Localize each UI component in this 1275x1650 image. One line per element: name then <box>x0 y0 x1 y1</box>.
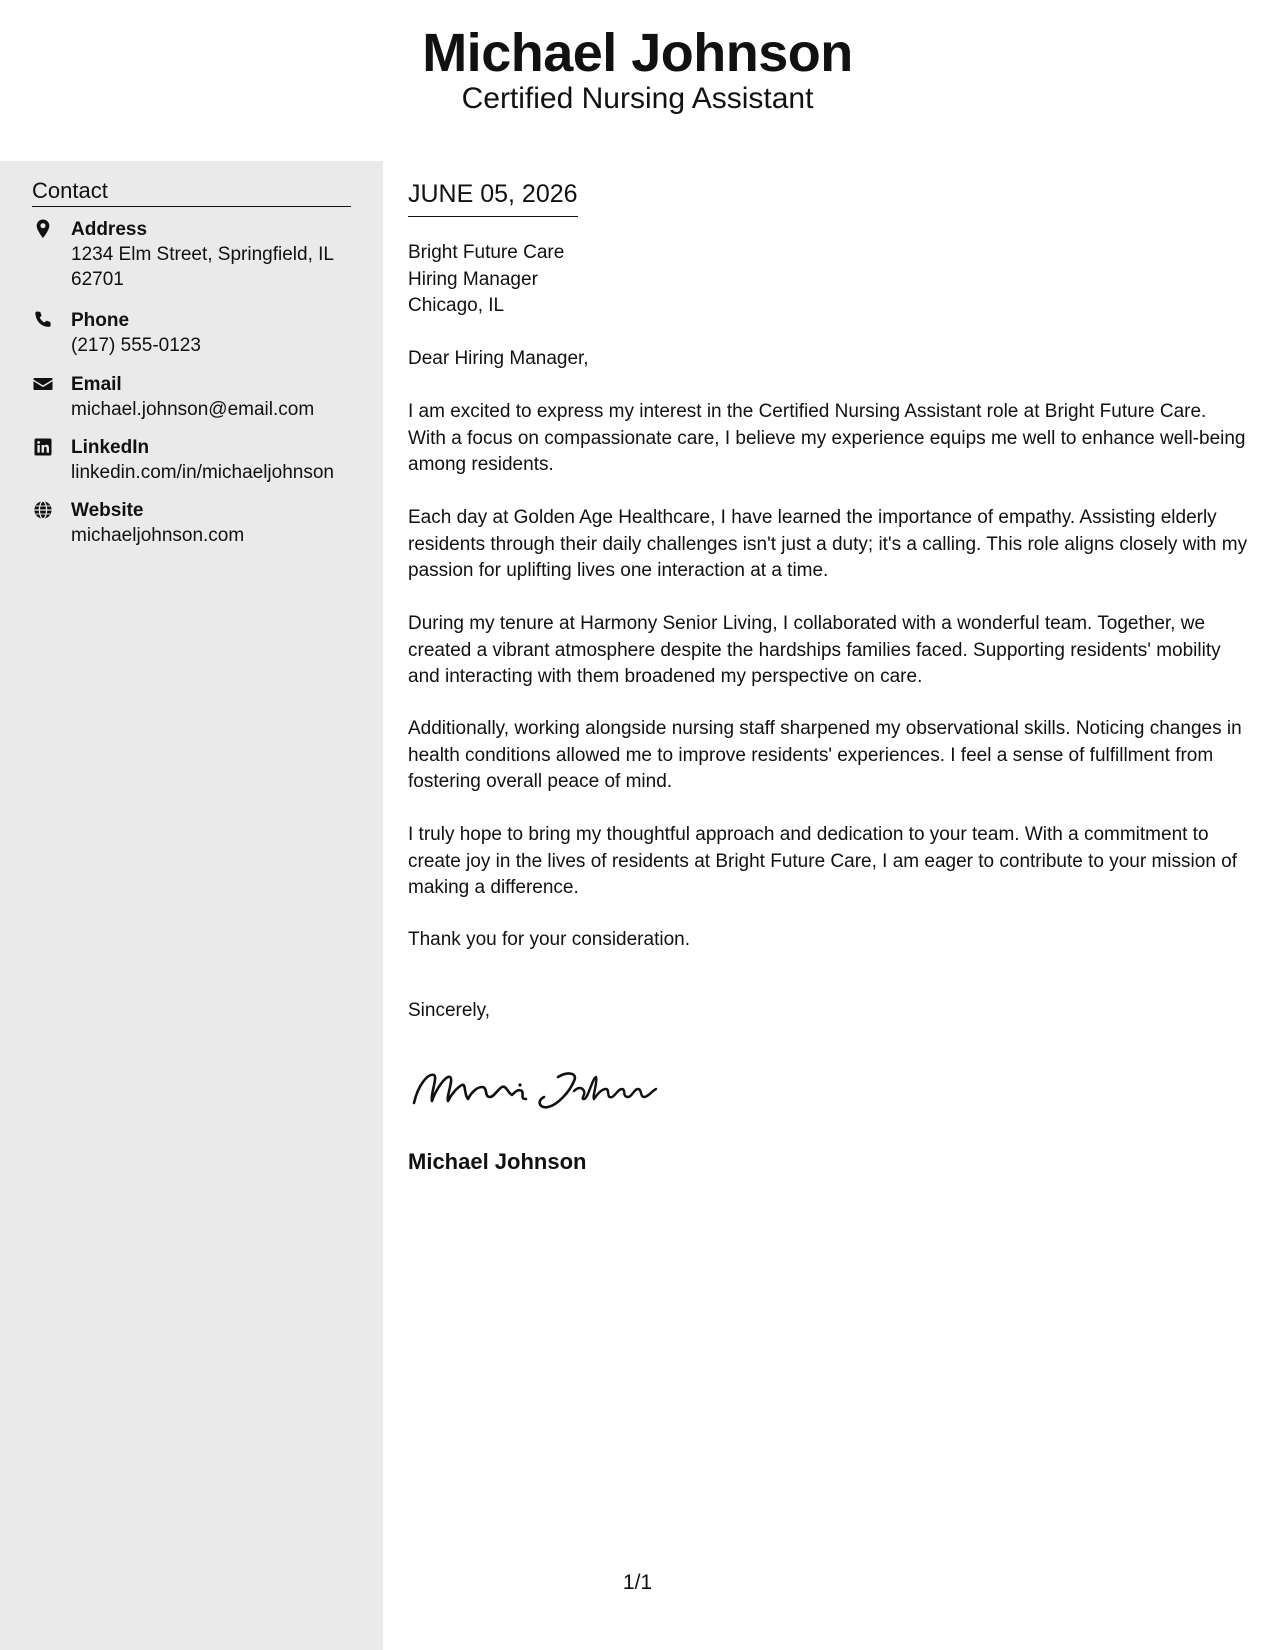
body-paragraph: I am excited to express my interest in the Certified Nursing Assistant role at Bright Future Care. With a focus on compassionate care, I believe my experience equips me well to enhance well-being among residents. <box>408 401 1246 475</box>
cover-letter-body <box>408 161 1248 1650</box>
applicant-title: Certified Nursing Assistant <box>461 82 814 115</box>
contact-value-address: 1234 Elm Street, Springfield, IL 62701 <box>71 244 334 290</box>
contact-value-website: michaeljohnson.com <box>71 525 245 546</box>
closing-line: Sincerely, <box>408 1000 491 1021</box>
recipient-block <box>408 240 564 320</box>
linkedin-icon <box>32 436 54 458</box>
phone-icon <box>32 309 54 331</box>
handwritten-signature <box>408 1061 668 1121</box>
applicant-name: Michael Johnson <box>422 23 853 83</box>
letter-date: JUNE 05, 2026 <box>408 179 578 217</box>
salutation: Dear Hiring Manager, <box>408 348 589 369</box>
recipient-company: Bright Future Care <box>408 242 565 263</box>
resume-header <box>0 0 1275 161</box>
contact-value-email: michael.johnson@email.com <box>71 399 315 420</box>
contact-label-website: Website <box>71 500 144 521</box>
contact-label-address: Address <box>71 219 148 240</box>
body-paragraph: Each day at Golden Age Healthcare, I have learned the importance of empathy. Assisting elderly residents through their daily challenges isn't just a duty; it's a calling. This role aligns closely with my passion for uplifting lives one interaction at a time. <box>408 507 1248 581</box>
thanks-line: Thank you for your consideration. <box>408 929 690 950</box>
envelope-icon <box>32 373 54 395</box>
recipient-role: Hiring Manager <box>408 268 538 290</box>
body-paragraph: During my tenure at Harmony Senior Living, I collaborated with a wonderful team. Together, we created a vibrant atmosphere despite the hardships families faced. Supporting residents' mobility and interacting with them broadened my perspective on care. <box>408 613 1221 687</box>
recipient-location: Chicago, IL <box>408 295 505 316</box>
contact-value-linkedin: linkedin.com/in/michaeljohnson <box>71 462 334 483</box>
body-paragraph: Additionally, working alongside nursing staff sharpened my observational skills. Noticing changes in health conditions allowed me to improve residents' experiences. I feel a sense of fulfillment from fostering overall peace of mind. <box>408 718 1242 792</box>
contact-heading: Contact <box>32 177 351 207</box>
page-number: 1/1 <box>622 1571 653 1594</box>
contact-label-linkedin: LinkedIn <box>71 437 150 458</box>
signer-name: Michael Johnson <box>408 1149 587 1174</box>
globe-icon <box>32 499 54 521</box>
contact-label-email: Email <box>71 374 122 395</box>
contact-value-phone: (217) 555-0123 <box>71 335 201 356</box>
map-pin-icon <box>32 218 54 240</box>
contact-sidebar <box>0 161 383 1650</box>
contact-label-phone: Phone <box>71 310 130 331</box>
body-paragraph: I truly hope to bring my thoughtful approach and dedication to your team. With a commitment to create joy in the lives of residents at Bright Future Care, I am eager to contribute to your mission of making a difference. <box>408 824 1238 898</box>
